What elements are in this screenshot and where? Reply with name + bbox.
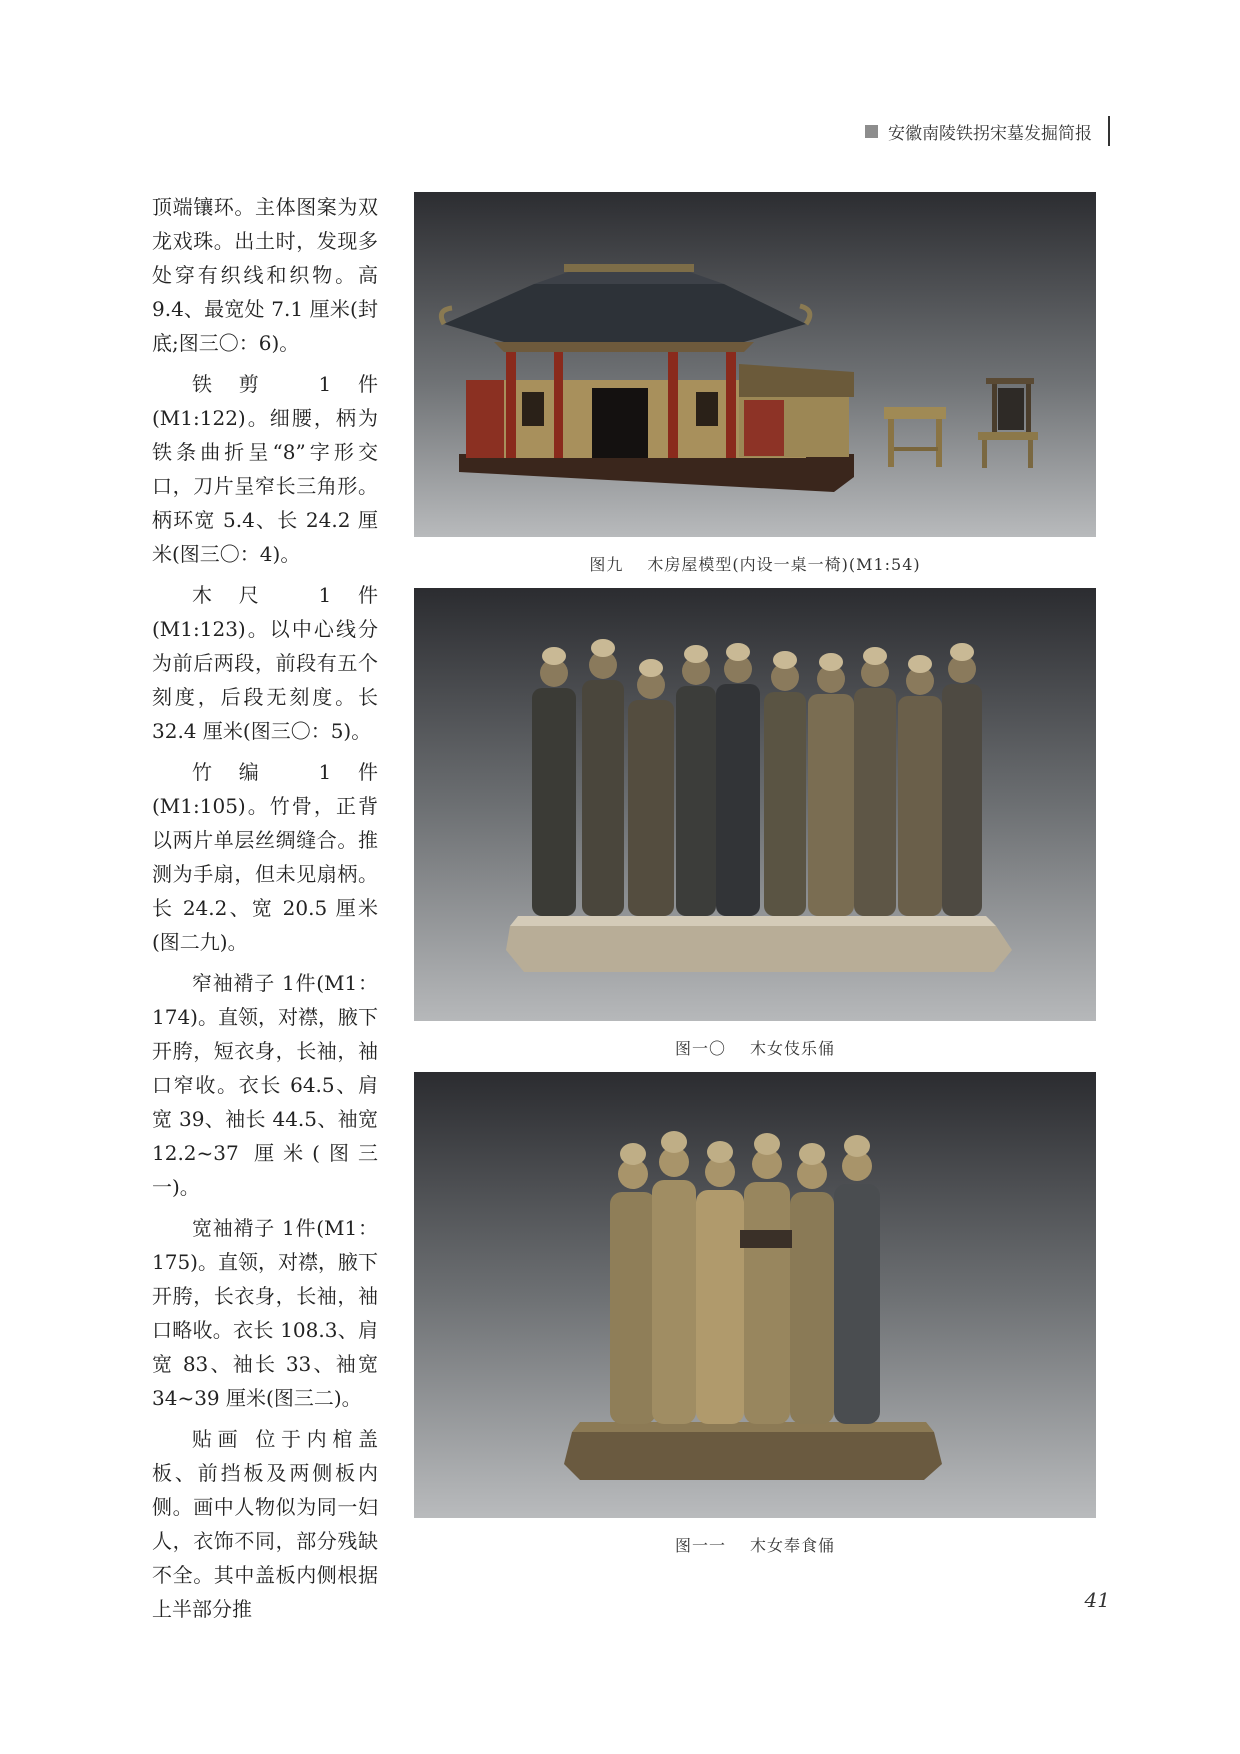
food-serving-figurines-photo: [414, 1072, 1096, 1518]
figure-9: [414, 192, 1096, 575]
figure-10: [414, 588, 1096, 1059]
body-text-column: [152, 190, 378, 1633]
paragraph: 竹编 1件(M1:105)。竹骨，正背以两片单层丝绸缝合。推测为手扇，但未见扇柄。长 24.2、宽 20.5 厘米(图二九)。: [152, 760, 378, 954]
header-square-icon: [865, 125, 878, 138]
figure-title: 木房屋模型(内设一桌一椅)(M1:54): [647, 555, 921, 574]
figure-caption: [414, 552, 1096, 575]
paragraph: 贴画 位于内棺盖板、前挡板及两侧板内侧。画中人物似为同一妇人，衣饰不同，部分残缺不全。其中盖板内侧根据上半部分推: [152, 1427, 378, 1621]
figure-caption: [414, 1533, 1096, 1556]
header-divider: [1108, 116, 1110, 146]
figure-title: 木女伎乐俑: [750, 1039, 836, 1058]
running-header: [865, 116, 1110, 146]
paragraph: 铁剪 1件(M1:122)。细腰，柄为铁条曲折呈“8”字形交口，刀片呈窄长三角形。柄环宽 5.4、长 24.2 厘米(图三〇：4)。: [152, 372, 378, 566]
figure-number: 图一〇: [674, 1039, 726, 1058]
house-model-photo: [414, 192, 1096, 537]
paragraph: 木尺 1件(M1:123)。以中心线分为前后两段，前段有五个刻度，后段无刻度。长 32.4 厘米(图三〇：5)。: [152, 583, 378, 743]
figure-11: [414, 1072, 1096, 1556]
paragraph: 宽袖褙子 1件(M1：175)。直领，对襟，腋下开胯，长衣身，长袖，袖口略收。衣长 108.3、肩宽 83、袖长 33、袖宽 34~39 厘米(图三二)。: [152, 1216, 378, 1410]
figure-number: 图一一: [674, 1536, 726, 1555]
paragraph: 窄袖褙子 1件(M1：174)。直领，对襟，腋下开胯，短衣身，长袖，袖口窄收。衣长 64.5、肩宽 39、袖长 44.5、袖宽 12.2~37 厘米(图三一)。: [152, 971, 378, 1199]
figure-title: 木女奉食俑: [750, 1536, 836, 1555]
page-number: 41: [1084, 1588, 1110, 1612]
figure-caption: [414, 1036, 1096, 1059]
musician-figurines-photo: [414, 588, 1096, 1021]
paragraph: 顶端镶环。主体图案为双龙戏珠。出土时，发现多处穿有织线和织物。高 9.4、最宽处 7.1 厘米(封底;图三〇：6)。: [152, 195, 378, 355]
figure-number: 图九: [589, 555, 624, 574]
header-title: 安徽南陵铁拐宋墓发掘简报: [888, 123, 1092, 144]
